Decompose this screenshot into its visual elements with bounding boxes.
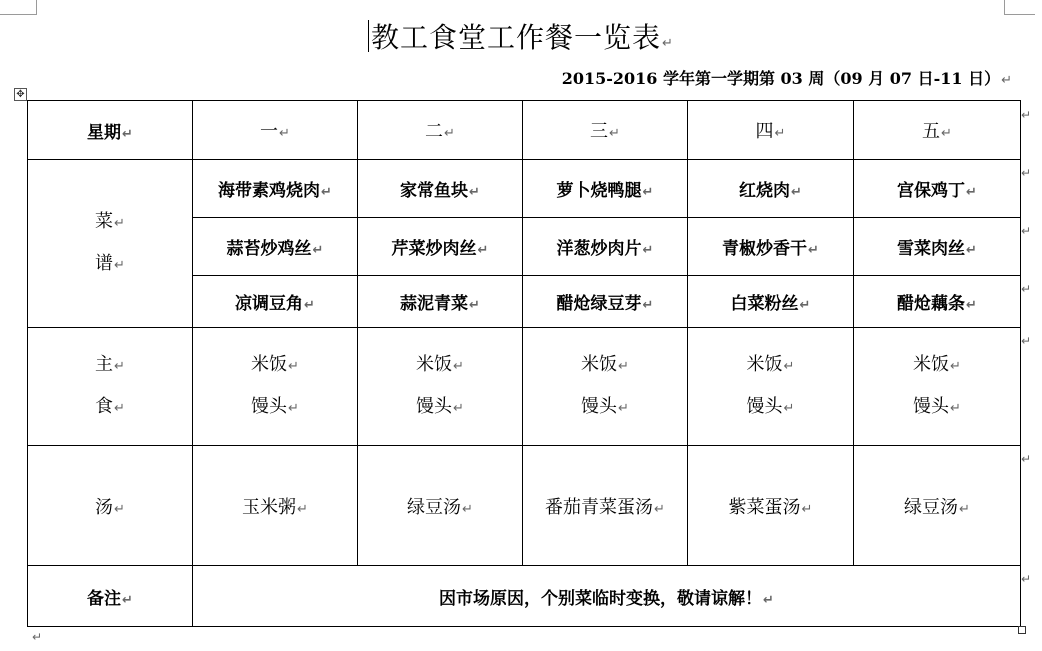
staple-label-cell[interactable]: 主↵ 食↵	[28, 328, 193, 446]
dish-cell[interactable]: 蒜苔炒鸡丝↵	[193, 218, 358, 276]
dish-cell[interactable]: 醋炝藕条↵	[854, 276, 1021, 328]
soup-cell[interactable]: 绿豆汤↵	[358, 446, 523, 566]
meal-table[interactable]	[27, 100, 1021, 627]
table-move-handle-icon[interactable]: ✥	[14, 88, 27, 101]
soup-label-cell[interactable]: 汤↵	[28, 446, 193, 566]
paragraph-mark-icon: ↵	[32, 630, 43, 644]
document-title[interactable]	[0, 20, 1042, 62]
dish-cell[interactable]: 醋炝绿豆芽↵	[523, 276, 688, 328]
dish-cell[interactable]: 红烧肉↵	[688, 160, 854, 218]
dish-cell[interactable]: 芹菜炒肉丝↵	[358, 218, 523, 276]
dish-cell[interactable]: 凉调豆角↵	[193, 276, 358, 328]
weekday-cell[interactable]: 一↵	[193, 101, 358, 160]
weekday-cell[interactable]: 二↵	[358, 101, 523, 160]
dish-cell[interactable]: 雪菜肉丝↵	[854, 218, 1021, 276]
page-corner-mark-left	[0, 0, 37, 15]
row-end-mark-icon: ↵	[1021, 224, 1032, 238]
staple-cell[interactable]: 米饭↵ 馒头↵	[193, 328, 358, 446]
menu-label-cell[interactable]: 菜↵ 谱↵	[28, 160, 193, 328]
soup-cell[interactable]: 番茄青菜蛋汤↵	[523, 446, 688, 566]
staple-cell[interactable]: 米饭↵ 馒头↵	[523, 328, 688, 446]
dish-cell[interactable]: 蒜泥青菜↵	[358, 276, 523, 328]
dish-cell[interactable]: 宫保鸡丁↵	[854, 160, 1021, 218]
subtitle-text: 2015-2016 学年第一学期第 03 周（09 月 07 日-11 日）	[561, 69, 1001, 88]
dish-cell[interactable]: 白菜粉丝↵	[688, 276, 854, 328]
soup-cell[interactable]: 玉米粥↵	[193, 446, 358, 566]
table-resize-handle-icon[interactable]	[1018, 626, 1026, 634]
staple-cell[interactable]: 米饭↵ 馒头↵	[854, 328, 1021, 446]
dish-cell[interactable]: 萝卜烧鸭腿↵	[523, 160, 688, 218]
note-text-cell[interactable]: 因市场原因，个别菜临时变换，敬请谅解！↵	[193, 566, 1021, 627]
row-end-mark-icon: ↵	[1021, 452, 1032, 466]
note-label-cell[interactable]: 备注↵	[28, 566, 193, 627]
table-row-menu-1	[28, 160, 1021, 218]
table-row-header	[28, 101, 1021, 160]
weekday-cell[interactable]: 五↵	[854, 101, 1021, 160]
dish-cell[interactable]: 家常鱼块↵	[358, 160, 523, 218]
row-end-mark-icon: ↵	[1021, 108, 1032, 122]
row-end-mark-icon: ↵	[1021, 572, 1032, 586]
staple-cell[interactable]: 米饭↵ 馒头↵	[358, 328, 523, 446]
week-subtitle[interactable]	[562, 68, 1012, 92]
weekday-cell[interactable]: 四↵	[688, 101, 854, 160]
page-corner-mark-right	[1004, 0, 1035, 15]
soup-cell[interactable]: 绿豆汤↵	[854, 446, 1021, 566]
row-end-mark-icon: ↵	[1021, 334, 1032, 348]
dish-cell[interactable]: 洋葱炒肉片↵	[523, 218, 688, 276]
weekday-label-cell[interactable]: 星期↵	[28, 101, 193, 160]
title-text: 教工食堂工作餐一览表	[371, 21, 662, 54]
paragraph-mark-icon: ↵	[662, 36, 674, 51]
weekday-cell[interactable]: 三↵	[523, 101, 688, 160]
dish-cell[interactable]: 海带素鸡烧肉↵	[193, 160, 358, 218]
staple-cell[interactable]: 米饭↵ 馒头↵	[688, 328, 854, 446]
text-cursor	[368, 20, 369, 52]
table-row-soup	[28, 446, 1021, 566]
table-row-staple	[28, 328, 1021, 446]
paragraph-mark-icon: ↵	[1001, 73, 1012, 88]
table-row-note	[28, 566, 1021, 627]
soup-cell[interactable]: 紫菜蛋汤↵	[688, 446, 854, 566]
row-end-mark-icon: ↵	[1021, 282, 1032, 296]
dish-cell[interactable]: 青椒炒香干↵	[688, 218, 854, 276]
row-end-mark-icon: ↵	[1021, 166, 1032, 180]
